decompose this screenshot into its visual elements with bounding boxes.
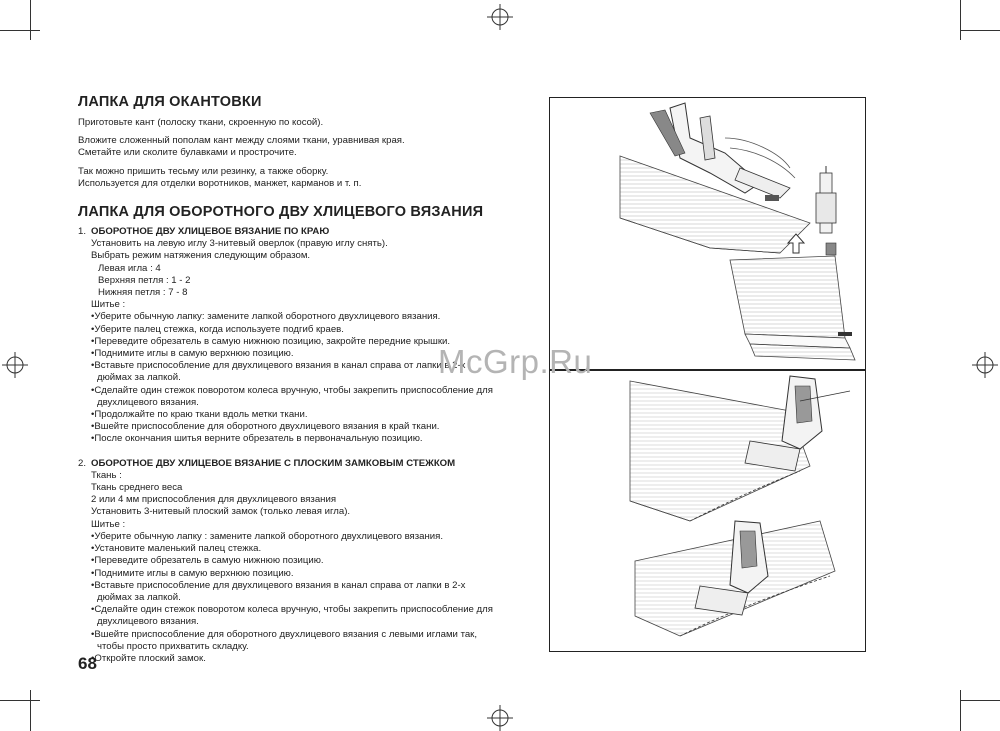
sewing-label: Шитье :	[91, 299, 126, 311]
sewing-foot-drawing	[550, 98, 865, 369]
registration-mark	[2, 352, 28, 378]
section-title-binding-foot: ЛАПКА ДЛЯ ОКАНТОВКИ	[78, 94, 262, 110]
step: •Переведите обрезатель в самую нижнюю позицию, закройте передние крышки.	[91, 335, 451, 347]
instruction-line: 2 или 4 мм приспособления для двухлицевого вязания	[91, 494, 337, 506]
step-continued: дюймах за лапкой.	[97, 591, 181, 603]
step: •Вставьте приспособление для двухлицевого вязания в канал справа от лапки в 2-х	[91, 360, 466, 372]
crop-mark	[0, 700, 40, 701]
double-knit-drawing	[550, 371, 865, 651]
step: •Поднимите иглы в самую верхнюю позицию.	[91, 567, 294, 579]
tension-setting: Нижняя петля : 7 - 8	[98, 287, 188, 299]
step: •Вставьте приспособление для двухлицевого вязания в канал справа от лапки в 2-х	[91, 579, 466, 591]
step: •Сделайте один стежок поворотом колеса вручную, чтобы закрепить приспособление для	[91, 604, 493, 616]
step: •Уберите обычную лапку : замените лапкой оборотного двухлицевого вязания.	[91, 530, 444, 542]
step-continued: чтобы просто прихватить складку.	[97, 640, 249, 652]
watermark: McGrp.Ru	[438, 343, 593, 380]
subsection-heading	[78, 458, 540, 470]
step: •Поднимите иглы в самую верхнюю позицию.	[91, 348, 294, 360]
instruction-line: Установить 3-нитевый плоский замок (только левая игла).	[91, 506, 351, 518]
page-number: 68	[78, 654, 97, 673]
subsection-heading	[78, 226, 540, 238]
registration-mark	[972, 352, 998, 378]
paragraph: Сметайте или сколите булавками и прострочите.	[78, 147, 297, 159]
instruction-line: Выбрать режим натяжения следующим образом.	[91, 250, 311, 262]
step: •Продолжайте по краю ткани вдоль метки ткани.	[91, 409, 308, 421]
tension-setting: Верхняя петля : 1 - 2	[98, 274, 191, 286]
registration-mark	[487, 705, 513, 731]
crop-mark	[960, 30, 1000, 31]
step: •Вшейте приспособление для оборотного двухлицевого вязания с левыми иглами так,	[91, 628, 478, 640]
item-heading: ОБОРОТНОЕ ДВУ ХЛИЦЕВОЕ ВЯЗАНИЕ С ПЛОСКИМ ЗАМКОВЫМ СТЕЖКОМ	[91, 457, 456, 469]
crop-mark	[30, 690, 31, 731]
step-continued: двухлицевого вязания.	[97, 396, 199, 408]
step: •Переведите обрезатель в самую нижнюю позицию.	[91, 555, 324, 567]
instruction-line: Шитье :	[91, 518, 126, 530]
step: •Вшейте приспособление для оборотного двухлицевого вязания в край ткани.	[91, 421, 440, 433]
crop-mark	[960, 0, 961, 40]
step: •Уберите обычную лапку: замените лапкой оборотного двухлицевого вязания.	[91, 311, 441, 323]
step: •Уберите палец стежка, когда используете подгиб краев.	[91, 323, 344, 335]
step-continued: двухлицевого вязания.	[97, 616, 199, 628]
tension-setting: Левая игла : 4	[98, 262, 161, 274]
instruction-line: Ткань :	[91, 469, 122, 481]
illustration-double-knit-foot	[549, 370, 866, 652]
instruction-line: Ткань среднего веса	[91, 482, 183, 494]
step: •После окончания шитья верните обрезатель в первоначальную позицию.	[91, 433, 423, 445]
illustration-binding-foot	[549, 97, 866, 370]
paragraph: Используется для отделки воротников, манжет, карманов и т. п.	[78, 177, 362, 189]
instruction-line: Установить на левую иглу 3-нитевый оверлок (правую иглу снять).	[91, 238, 388, 250]
section-title-double-knit-foot: ЛАПКА ДЛЯ ОБОРОТНОГО ДВУ ХЛИЦЕВОГО ВЯЗАНИЯ	[78, 204, 484, 221]
item-number: 2.	[78, 457, 87, 469]
crop-mark	[960, 690, 961, 731]
step-continued: дюймах за лапкой.	[97, 372, 181, 384]
paragraph: Приготовьте кант (полоску ткани, скроенную по косой).	[78, 117, 324, 128]
crop-mark	[30, 0, 31, 40]
crop-mark	[0, 30, 40, 31]
paragraph: Так можно пришить тесьму или резинку, а также оборку.	[78, 165, 329, 177]
item-number: 1.	[78, 226, 87, 238]
step: •Установите маленький палец стежка.	[91, 543, 262, 555]
registration-mark	[487, 4, 513, 30]
paragraph: Вложите сложенный пополам кант между слоями ткани, уравнивая края.	[78, 135, 405, 147]
crop-mark	[960, 700, 1000, 701]
step: •Сделайте один стежок поворотом колеса вручную, чтобы закрепить приспособление для	[91, 384, 493, 396]
step: •Откройте плоский замок.	[91, 652, 206, 664]
item-heading: ОБОРОТНОЕ ДВУ ХЛИЦЕВОЕ ВЯЗАНИЕ ПО КРАЮ	[91, 226, 330, 238]
